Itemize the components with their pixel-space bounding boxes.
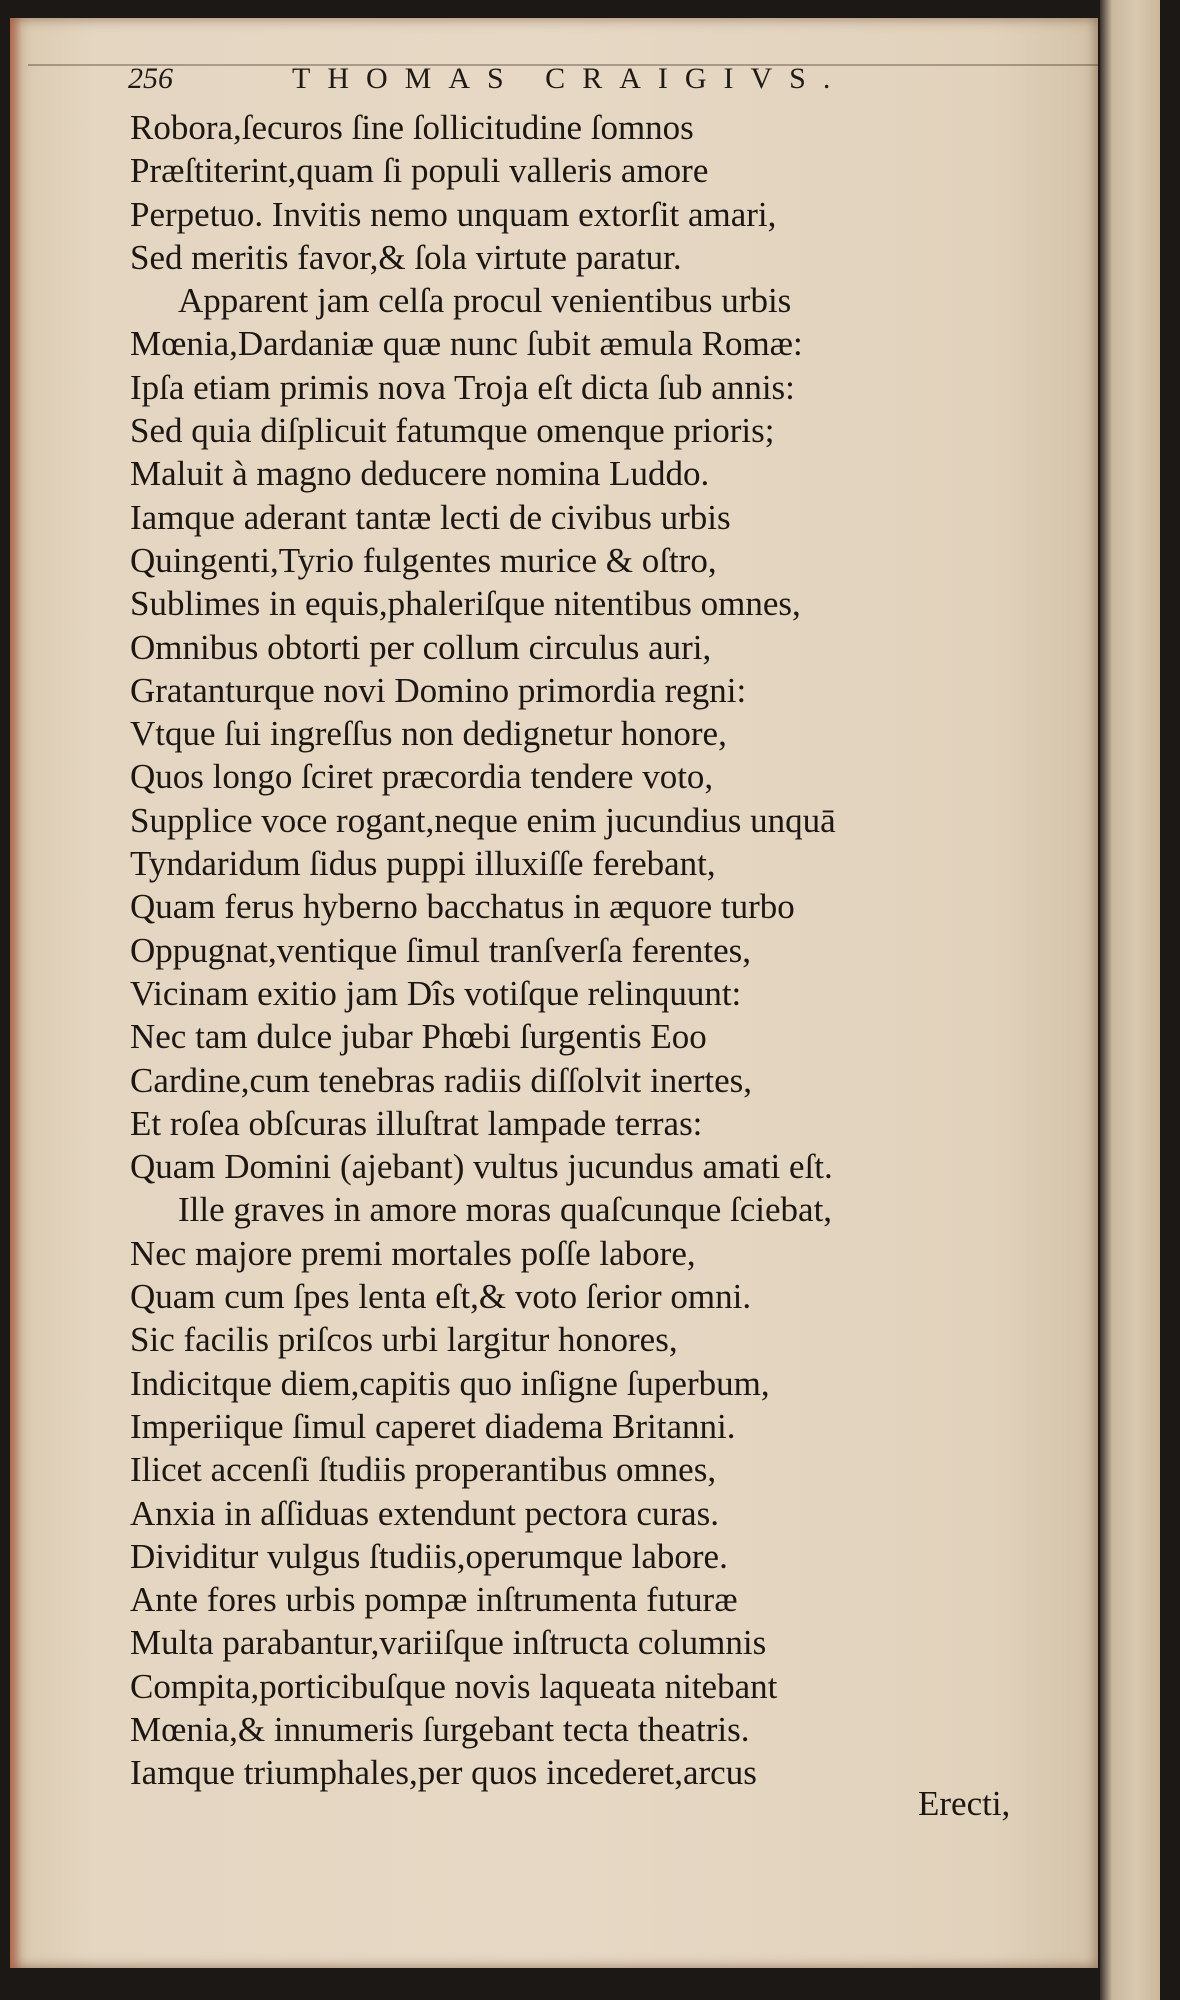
- verse-line: Oppugnat,ventique ſimul tranſverſa ferentes,: [130, 930, 752, 970]
- page-edge-stain: [10, 18, 22, 1968]
- verse-line: Maluit à magno deducere nomina Luddo.: [130, 454, 710, 494]
- verse-line: Nec tam dulce jubar Phœbi ſurgentis Eoo: [130, 1017, 707, 1057]
- verse-line: Vtque ſui ingreſſus non dedignetur honore,: [130, 714, 727, 754]
- verse-line: Ilicet accenſi ſtudiis properantibus omnes,: [130, 1450, 717, 1490]
- page-header: [128, 62, 888, 102]
- verse-line: Indicitque diem,capitis quo inſigne ſuperbum,: [130, 1363, 770, 1403]
- verse-text: [130, 106, 1060, 1795]
- verse-line: Sed meritis favor,& ſola virtute paratur.: [130, 237, 682, 277]
- verse-line: Ante fores urbis pompæ inſtrumenta futuræ: [130, 1580, 738, 1620]
- verse-line: Sublimes in equis,phaleriſque nitentibus omnes,: [130, 584, 801, 624]
- verse-line: Quos longo ſciret præcordia tendere voto,: [130, 757, 714, 797]
- verse-line: Compita,porticibuſque novis laqueata nitebant: [130, 1666, 778, 1706]
- verse-line: Quam ferus hyberno bacchatus in æquore turbo: [130, 887, 795, 927]
- verse-line: Ipſa etiam primis nova Troja eſt dicta ſub annis:: [130, 367, 795, 407]
- verse-line: Gratanturque novi Domino primordia regni:: [130, 670, 747, 710]
- page-number: 256: [128, 62, 173, 95]
- verse-line: Robora,ſecuros ſine ſollicitudine ſomnos: [130, 108, 694, 147]
- verse-line: Omnibus obtorti per collum circulus auri,: [130, 627, 712, 667]
- verse-line: Sed quia diſplicuit fatumque omenque prioris;: [130, 411, 775, 451]
- verse-line: Vicinam exitio jam Dîs votiſque relinquunt:: [130, 973, 742, 1013]
- verse-line: Iamque aderant tantæ lecti de civibus urbis: [130, 497, 731, 537]
- catchword: Erecti,: [918, 1784, 1011, 1823]
- verse-line: Apparent jam celſa procul venientibus urbis: [178, 281, 792, 321]
- verse-line: Multa parabantur,variiſque inſtructa columnis: [130, 1623, 767, 1663]
- verse-line: Tyndaridum ſidus puppi illuxiſſe ferebant,: [130, 844, 716, 884]
- verse-line: Sic facilis priſcos urbi largitur honores,: [130, 1320, 678, 1360]
- facing-page-edge: [1100, 0, 1160, 2000]
- verse-line: Quam cum ſpes lenta eſt,& voto ſerior omni.: [130, 1277, 752, 1317]
- running-head: THOMAS CRAIGIVS.: [292, 62, 848, 95]
- verse-line: Supplice voce rogant,neque enim jucundius unquā: [130, 800, 836, 840]
- verse-line: Anxia in aſſiduas extendunt pectora curas.: [130, 1493, 719, 1533]
- verse-line: Mœnia,Dardaniæ quæ nunc ſubit æmula Romæ:: [130, 324, 803, 364]
- verse-line: Quam Domini (ajebant) vultus jucundus amati eſt.: [130, 1147, 833, 1187]
- verse-line: Iamque triumphales,per quos incederet,arcus: [130, 1753, 757, 1793]
- verse-line: Perpetuo. Invitis nemo unquam extorſit amari,: [130, 194, 777, 234]
- verse-line: Quingenti,Tyrio fulgentes murice & oſtro,: [130, 540, 717, 580]
- verse-line: Cardine,cum tenebras radiis diſſolvit inertes,: [130, 1060, 753, 1100]
- verse-line: Præſtiterint,quam ſi populi valleris amore: [130, 151, 709, 191]
- verse-line: Ille graves in amore moras quaſcunque ſciebat,: [178, 1190, 833, 1230]
- verse-line: Imperiique ſimul caperet diadema Britanni.: [130, 1406, 736, 1446]
- verse-line: Nec majore premi mortales poſſe labore,: [130, 1233, 696, 1273]
- verse-line: Dividitur vulgus ſtudiis,operumque labore.: [130, 1536, 728, 1576]
- verse-line: Et roſea obſcuras illuſtrat lampade terras:: [130, 1103, 703, 1143]
- verse-line: Mœnia,& innumeris ſurgebant tecta theatris.: [130, 1709, 750, 1749]
